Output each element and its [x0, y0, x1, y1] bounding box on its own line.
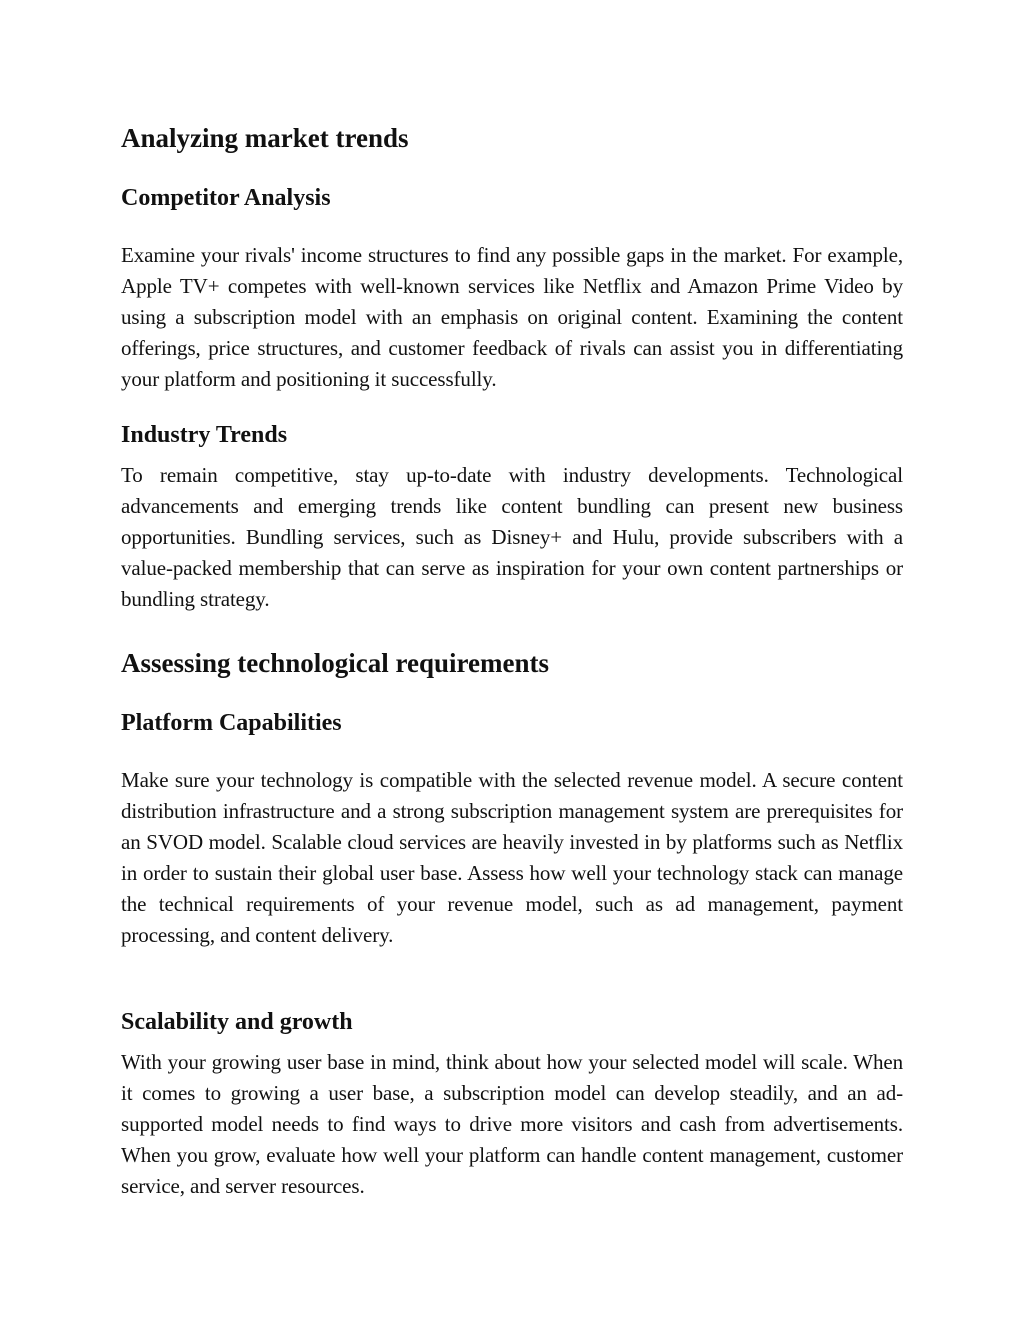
section-heading-tech-requirements: Assessing technological requirements — [121, 648, 549, 678]
paragraph-platform-capabilities: Make sure your technology is compatible with the selected revenue model. A secure content distribution infrastructure and a strong subscription management system are prerequisites for an SVOD model. Scalable cloud services are heavily invested in by platforms such as Netflix in order to sustain their global user base. Assess how well your technology stack can manage the technical requirements of your revenue model, such as ad management, payment processing, and content delivery. — [121, 768, 903, 947]
paragraph-scalability-growth: With your growing user base in mind, think about how your selected model will scale. When it comes to growing a user base, a subscription model can develop steadily, and an ad-supported model needs to find ways to drive more visitors and cash from advertisements. When you grow, evaluate how well your platform can handle content management, customer service, and server resources. — [121, 1050, 903, 1198]
subheading-competitor-analysis: Competitor Analysis — [121, 185, 331, 211]
subheading-platform-capabilities: Platform Capabilities — [121, 710, 342, 736]
paragraph-industry-trends: To remain competitive, stay up-to-date with industry developments. Technological advancements and emerging trends like content bundling can present new business opportunities. Bundling services, such as Disney+ and Hulu, provide subscribers with a value-packed membership that can serve as inspiration for your own content partnerships or bundling strategy. — [121, 463, 903, 611]
paragraph-competitor-analysis: Examine your rivals' income structures to find any possible gaps in the market. For example, Apple TV+ competes with well-known services like Netflix and Amazon Prime Video by using a subscription model with an emphasis on original content. Examining the content offerings, price structures, and customer feedback of rivals can assist you in differentiating your platform and positioning it successfully. — [121, 243, 903, 391]
subheading-scalability-growth: Scalability and growth — [121, 1009, 353, 1035]
section-heading-market-trends: Analyzing market trends — [121, 123, 409, 153]
subheading-industry-trends: Industry Trends — [121, 422, 288, 448]
